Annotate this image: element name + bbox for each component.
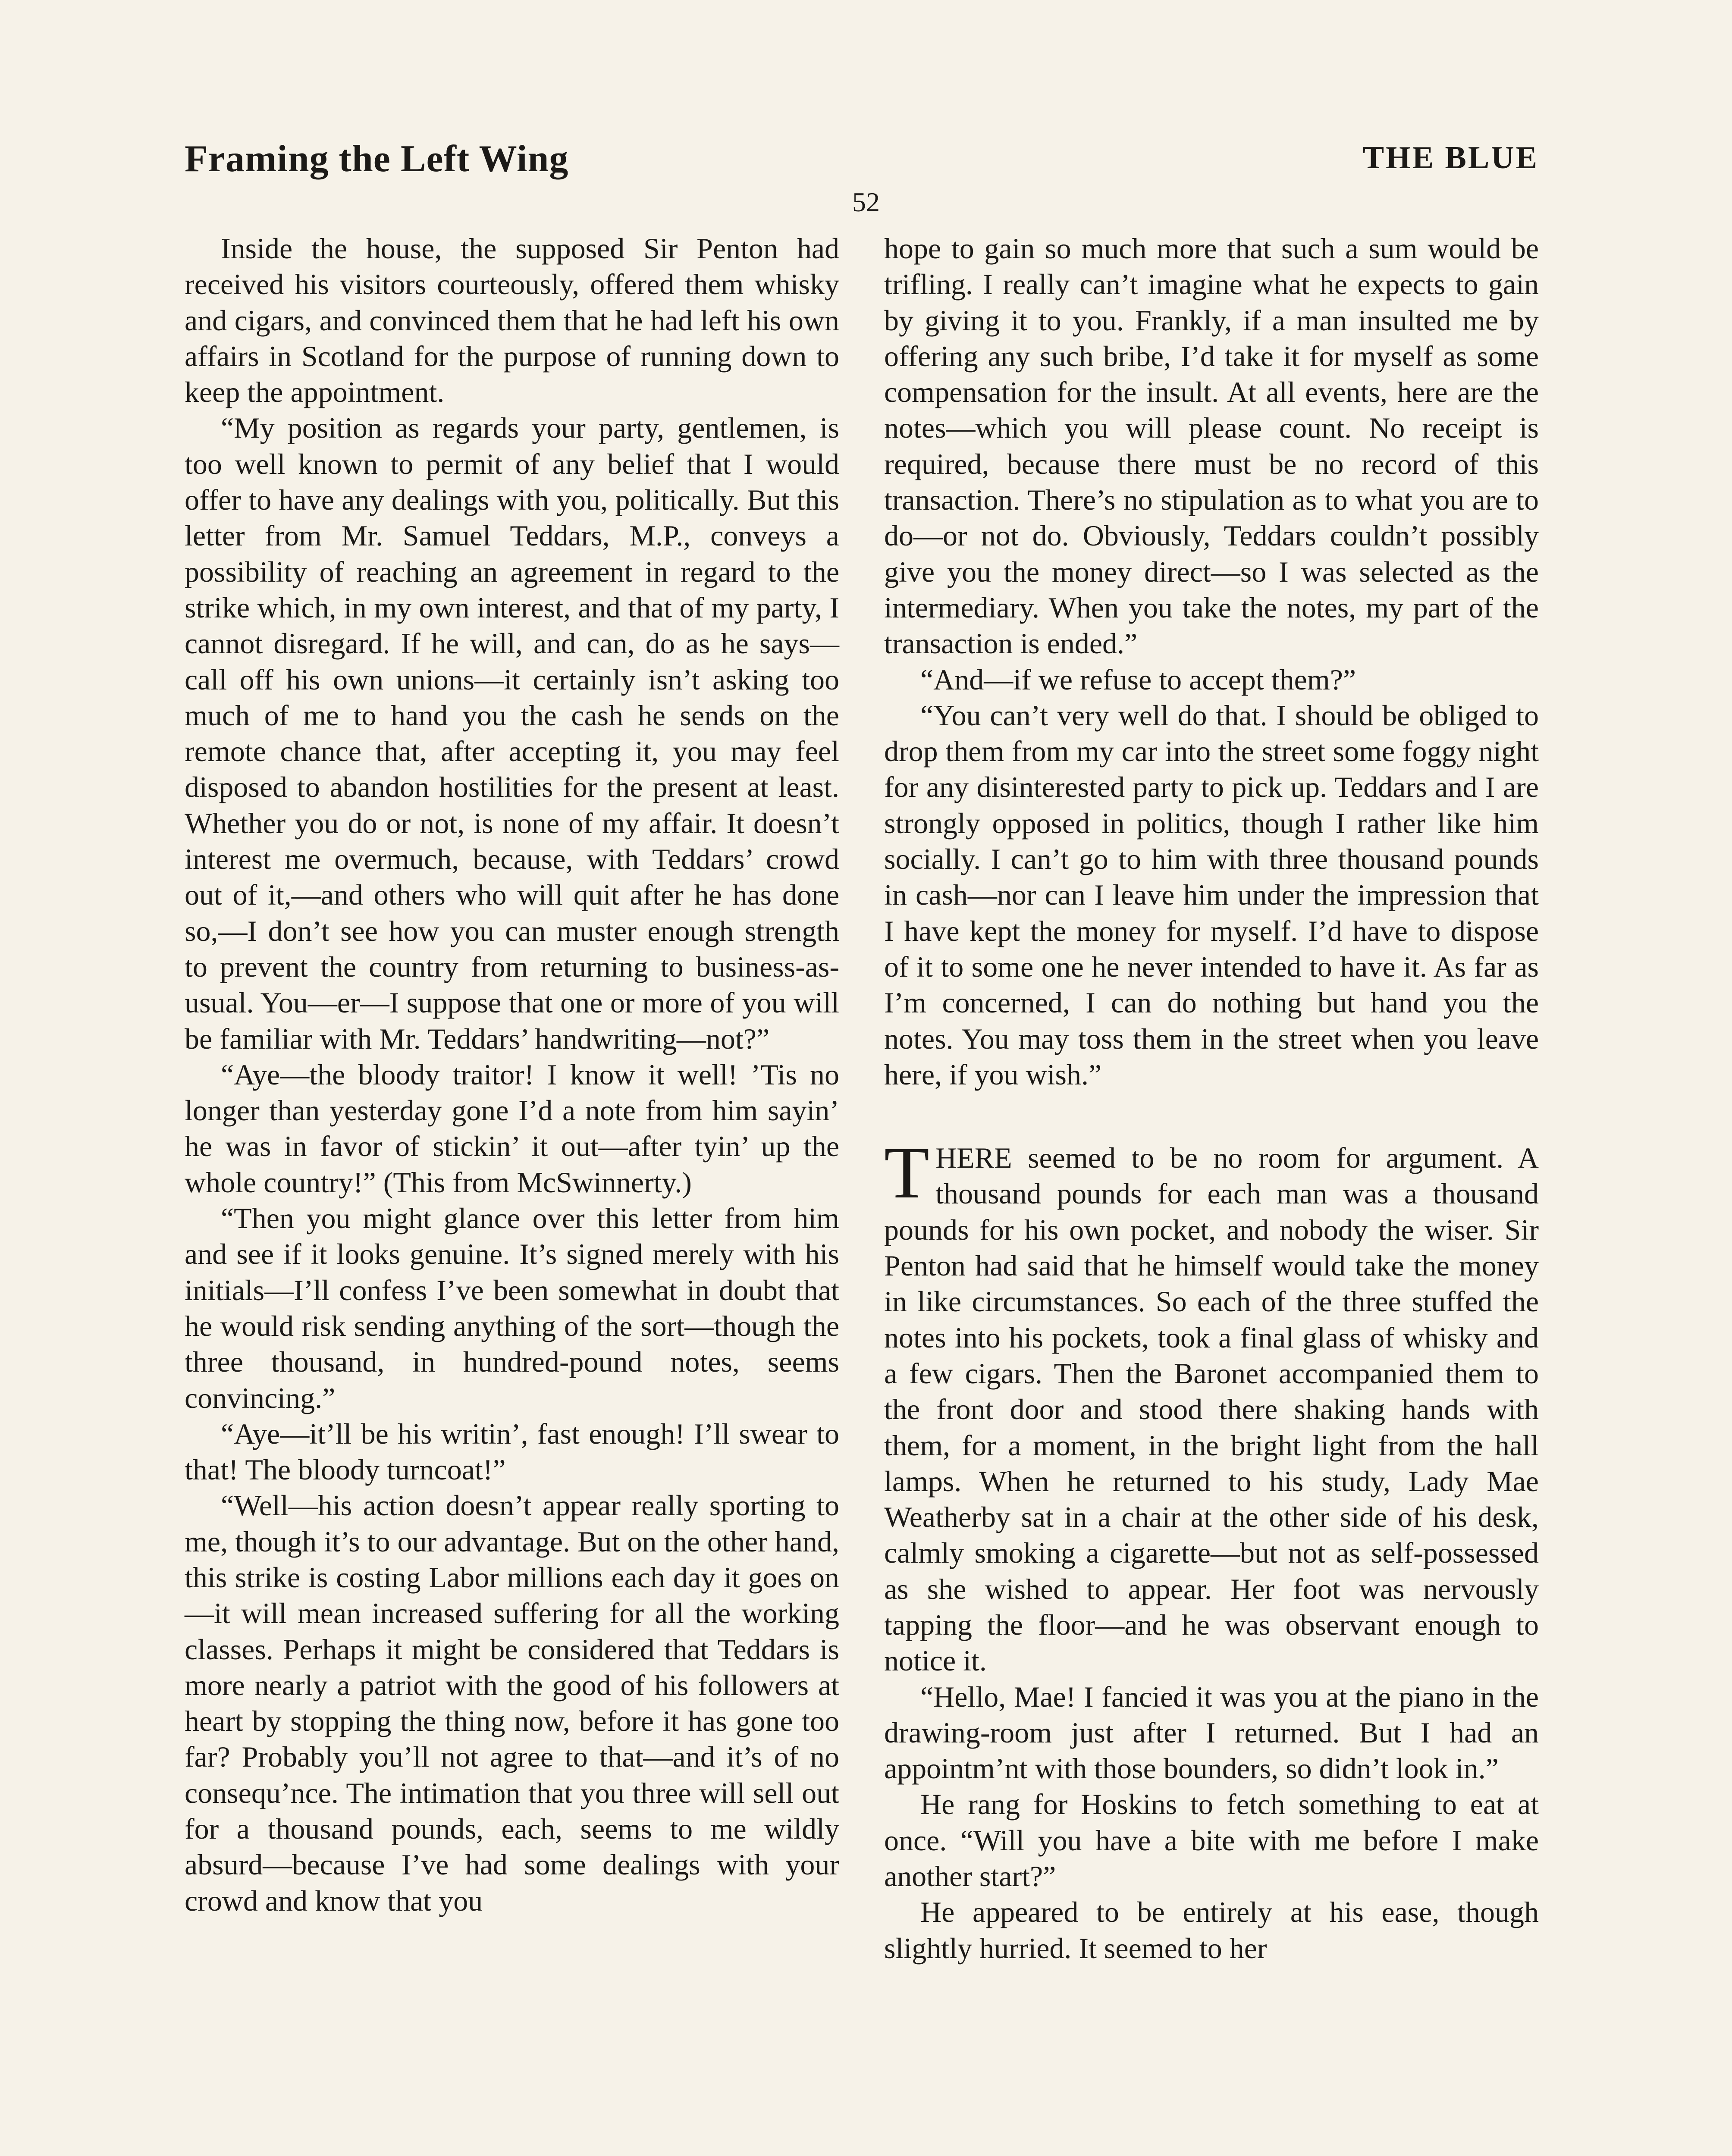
magazine-name: THE BLUE <box>1362 140 1539 175</box>
paragraph: “Well—his action doesn’t appear really sporting to me, though it’s to our advantage. But on the other hand, this strike is costing Labor millions each day it goes on—it will mean increased suffering for all the working classes. Perhaps it might be considered that Teddars is more nearly a patriot with the good of his followers at heart by stopping the thing now, before it has gone too far? Probably you’ll not agree to that—and it’s of no consequ’nce. The intimation that you three will sell out for a thousand pounds, each, seems to me wildly absurd—because I’ve had some dealings with your crowd and know that you <box>185 1489 839 1917</box>
paragraph: Inside the house, the supposed Sir Penton had received his visitors courteously, offered them whisky and cigars, and convinced them that he had left his own affairs in Scotland for the purpose of running down to keep the appointment. <box>185 232 839 409</box>
page-number: 52 <box>852 187 880 217</box>
paragraph: “Hello, Mae! I fancied it was you at the piano in the drawing-room just after I returned. But I had an appointm’nt with those bounders, so didn’t look in.” <box>884 1680 1539 1785</box>
paragraph: He rang for Hoskins to fetch something to eat at once. “Will you have a bite with me before I make another start?” <box>884 1788 1539 1893</box>
left-text-column <box>185 231 839 1919</box>
paragraph: “Aye—the bloody traitor! I know it well! ’Tis no longer than yesterday gone I’d a note from him sayin’ he was in favor of stickin’ it out—after tyin’ up the whole country!” (This from McSwinnerty.) <box>185 1058 839 1199</box>
running-header <box>185 137 1539 193</box>
paragraph: “You can’t very well do that. I should be obliged to drop them from my car into the street some foggy night for any disinterested party to pick up. Teddars and I are strongly opposed in politics, though I rather like him socially. I can’t go to him with three thousand pounds in cash—nor can I leave him under the impression that I have kept the money for myself. I’d have to dispose of it to some one he never intended to have it. As far as I’m concerned, I can do nothing but hand you the notes. You may toss them in the street when you leave here, if you wish.” <box>884 699 1539 1091</box>
drop-cap-paragraph-text: HERE seemed to be no room for argument. A thousand pounds for each man was a thousand pounds for his own pocket, and nobody the wiser. Sir Penton had said that he himself would take the money in like circumstances. So each of the three stuffed the notes into his pockets, took a final glass of whisky and a few cigars. Then the Baronet accompanied them to the front door and stood there shaking hands with them, for a moment, in the bright light from the hall lamps. When he returned to his study, Lady Mae Weatherby sat in a chair at the other side of his desk, calmly smoking a cigarette—but not as self-possessed as she wished to appear. Her foot was nervously tapping the floor—and he was observant enough to notice it. <box>884 1141 1539 1677</box>
paragraph: “Then you might glance over this letter from him and see if it looks genuine. It’s signed merely with his initials—I’ll confess I’ve been somewhat in doubt that he would risk sending anything of the sort—though the three thousand, in hundred-pound notes, seems convincing.” <box>185 1202 839 1414</box>
paragraph-continuation: hope to gain so much more that such a sum would be trifling. I really can’t imagine what he expects to gain by giving it to you. Frankly, if a man insulted me by offering any such bribe, I’d take it for myself as some compensation for the insult. At all events, here are the notes—which you will please count. No receipt is required, because there must be no record of this transaction. There’s no stipulation as to what you are to do—or not do. Obviously, Teddars couldn’t possibly give you the money direct—so I was selected as the intermediary. When you take the notes, my part of the transaction is ended.” <box>884 232 1539 660</box>
paragraph: He appeared to be entirely at his ease, though slightly hurried. It seemed to her <box>884 1896 1539 1965</box>
section-opening-paragraph <box>884 1132 1539 1679</box>
paragraph: “Aye—it’ll be his writin’, fast enough! I’ll swear to that! The bloody turncoat!” <box>185 1417 839 1486</box>
story-title: Framing the Left Wing <box>185 138 569 180</box>
right-text-column <box>884 231 1539 1966</box>
drop-cap: T <box>884 1132 930 1214</box>
paragraph: “And—if we refuse to accept them?” <box>920 663 1356 696</box>
paragraph: “My position as regards your party, gentlemen, is too well known to permit of any belief that I would offer to have any dealings with you, politically. But this letter from Mr. Samuel Teddars, M.P., conveys a possibility of reaching an agreement in regard to the strike which, in my own interest, and that of my party, I cannot disregard. If he will, and can, do as he says—call off his own unions—it certainly isn’t asking too much of me to hand you the cash he sends on the remote chance that, after accepting it, you may feel disposed to abandon hostilities for the present at least. Whether you do or not, is none of my affair. It doesn’t interest me overmuch, because, with Teddars’ crowd out of it,—and others who will quit after he has done so,—I don’t see how you can muster enough strength to prevent the country from returning to business-as-usual. You—er—I suppose that one or more of you will be familiar with Mr. Teddars’ handwriting—not?” <box>185 411 839 1055</box>
